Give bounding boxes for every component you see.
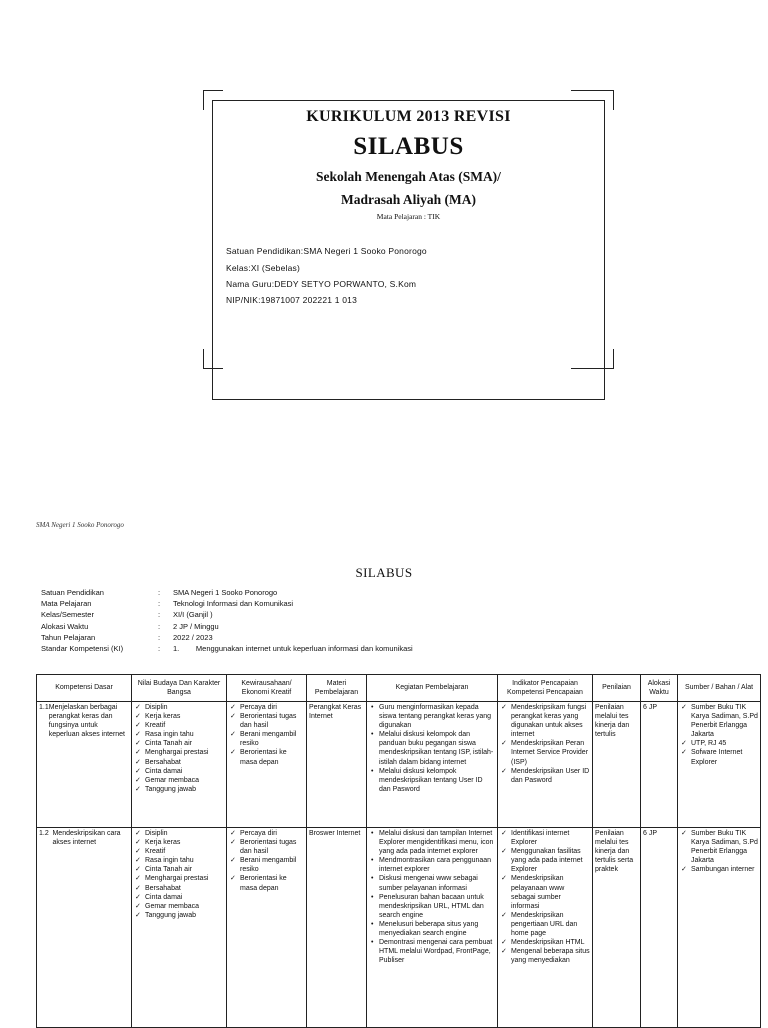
sumber-list: [680, 829, 758, 874]
nilai-cell: [132, 702, 227, 828]
kegiatan-cell: [367, 702, 498, 828]
list-item: ✓ Kreatif: [145, 847, 224, 856]
corner-bottom-left: [203, 349, 223, 369]
col-header: Kompetensi Dasar: [37, 675, 132, 702]
info-value: SMA Negeri 1 Sooko Ponorogo: [173, 588, 278, 597]
penilaian-text: Penilaian melalui tes kinerja dan tertulis serta praktek: [595, 830, 634, 874]
kegiatan-cell: [367, 828, 498, 1028]
list-item: ✓ Berorientasi ke masa depan: [240, 748, 304, 766]
info-value: 1. Menggunakan internet untuk keperluan informasi dan komunikasi: [173, 643, 413, 653]
cover-heading: KURIKULUM 2013 REVISI: [306, 108, 511, 125]
kd-wrap: [39, 703, 129, 739]
cover-frame: [212, 100, 605, 400]
list-item: • Diskusi mengenai www sebagai sumber pelayanan informasi: [379, 874, 495, 892]
list-item: ✓ Cinta Tanah air: [145, 865, 224, 874]
kd-number: 1.1: [39, 704, 49, 711]
materi-text: Perangkat Keras Internet: [309, 704, 362, 721]
list-item: ✓ Berorientasi tugas dan hasil: [240, 838, 304, 856]
nilai-list: [134, 703, 224, 794]
list-item: ✓ Sumber Buku TIK Karya Sadiman, S.Pd Penerbit Erlangga Jakarta: [691, 829, 758, 865]
col-header: Indikator Pencapaian Kompetensi Pencapaian: [498, 675, 593, 702]
list-item: ✓ Kerja keras: [145, 838, 224, 847]
indikator-cell: [498, 702, 593, 828]
list-item: ✓ Rasa ingin tahu: [145, 856, 224, 865]
list-item: ✓ Menghargai prestasi: [145, 748, 224, 757]
kewirausahaan-list: [229, 829, 304, 893]
nilai-cell: [132, 828, 227, 1028]
list-item: ✓ Berani mengambil resiko: [240, 856, 304, 874]
list-item: ✓ Berorientasi tugas dan hasil: [240, 712, 304, 730]
list-item: ✓ Rasa ingin tahu: [145, 730, 224, 739]
info-value: XI/I (Ganjil ): [173, 610, 213, 620]
list-item: ✓ Mendeskripsikan pengertiaan URL dan home page: [511, 911, 590, 938]
list-item: ✓ Sofware Internet Explorer: [691, 748, 758, 766]
list-item: ✓ Mendeskripsikan Peran Internet Service Provider (ISP): [511, 739, 590, 766]
cover-school: Satuan Pendidikan:SMA Negeri 1 Sooko Ponorogo: [226, 246, 427, 256]
sumber-list: [680, 703, 758, 767]
sumber-cell: [678, 828, 761, 1028]
kd-text: Mendeskripsikan cara akses internet: [52, 830, 121, 847]
kd-text: Menjelaskan berbagai perangkat keras dan fungsinya untuk keperluan akses internet: [48, 704, 126, 739]
col-header: Nilai Budaya Dan Karakter Bangsa: [132, 675, 227, 702]
list-item: ✓ Mendeskripsikam fungsi perangkat keras yang digunakan untuk akses internet: [511, 703, 590, 739]
materi-text: Broswer Internet: [309, 830, 361, 837]
materi-cell: [307, 702, 367, 828]
list-item: • Melalui diskusi kelompok mendeskripsikan tentang User ID dan Pasword: [379, 767, 495, 794]
kd-wrap: [39, 829, 129, 847]
info-value: Teknologi Informasi dan Komunikasi: [173, 599, 294, 609]
corner-top-left: [203, 90, 223, 110]
info-colon: :: [158, 621, 161, 631]
list-item: ✓ Gemar membaca: [145, 776, 224, 785]
list-item: ✓ Mendeskripsikan HTML: [511, 938, 590, 947]
col-header: Materi Pembelajaran: [307, 675, 367, 702]
list-item: ✓ Kreatif: [145, 721, 224, 730]
table-row: [37, 702, 761, 828]
list-item: ✓ Disiplin: [145, 829, 224, 838]
list-item: • Melalui diskusi kelompok dan panduan buku pegangan siswa mendeskripsikan tentang ISP, istilah-istilah dalam bidang internet: [379, 730, 495, 766]
info-value: 2022 / 2023: [173, 632, 213, 642]
page-title: SILABUS: [355, 565, 413, 580]
cover-class: Kelas:XI (Sebelas): [226, 263, 300, 273]
list-item: ✓ Berorientasi ke masa depan: [240, 874, 304, 892]
list-item: • Mendmontrasikan cara penggunaan internet explorer: [379, 856, 495, 874]
info-label: Mata Pelajaran: [41, 599, 92, 609]
kd-cell: [37, 828, 132, 1028]
cover-subject: Mata Pelajaran : TIK: [376, 212, 441, 221]
corner-top-right: [571, 90, 614, 110]
info-row: [41, 587, 413, 598]
info-block: [41, 587, 413, 654]
list-item: ✓ Mendeskripsikan pelayanaan www sebagai sumber informasi: [511, 874, 590, 910]
list-item: ✓ Cinta damai: [145, 767, 224, 776]
info-row: [41, 609, 413, 620]
list-item: ✓ Cinta damai: [145, 893, 224, 902]
materi-cell: [307, 828, 367, 1028]
info-row: [41, 632, 413, 643]
indikator-list: [500, 829, 590, 965]
list-item: ✓ Tanggung jawab: [145, 785, 224, 794]
penilaian-text: Penilaian melalui tes kinerja dan tertulis: [595, 704, 630, 739]
list-item: ✓ Sambungan interner: [691, 865, 758, 874]
cover-teacher: Nama Guru:DEDY SETYO PORWANTO, S.Kom: [226, 279, 417, 289]
corner-bottom-right: [571, 349, 614, 369]
penilaian-cell: [593, 702, 641, 828]
info-value: 2 JP / Minggu: [173, 621, 219, 631]
col-header: Penilaian: [593, 675, 641, 702]
list-item: ✓ Bersahabat: [145, 884, 224, 893]
cover-title: SILABUS: [353, 133, 464, 160]
list-item: ✓ Menggunakan fasilitas yang ada pada internet Explorer: [511, 847, 590, 874]
alokasi-cell: [641, 828, 678, 1028]
info-label: Alokasi Waktu: [41, 621, 89, 631]
info-row: [41, 598, 413, 609]
list-item: • Demontrasi mengenai cara pembuat HTML melalui Wordpad, FrontPage, Publiser: [379, 938, 495, 965]
kewirausahaan-list: [229, 703, 304, 767]
info-label: Satuan Pendidikan: [41, 588, 104, 597]
info-label: Kelas/Semester: [41, 610, 94, 620]
list-item: • Guru menginformasikan kepada siswa tentang perangkat keras yang digunakan: [379, 703, 495, 730]
list-item: ✓ Percaya diri: [240, 829, 304, 838]
list-item: ✓ Bersahabat: [145, 758, 224, 767]
col-header: Alokasi Waktu: [641, 675, 678, 702]
list-item: ✓ Percaya diri: [240, 703, 304, 712]
info-label: Standar Kompetensi (KI): [41, 643, 124, 653]
info-colon: :: [158, 599, 161, 609]
alokasi-cell: [641, 702, 678, 828]
col-header: Sumber / Bahan / Alat: [678, 675, 761, 702]
list-item: ✓ Menghargai prestasi: [145, 874, 224, 883]
info-colon: :: [158, 643, 161, 653]
kd-number: 1.2: [39, 830, 49, 837]
list-item: ✓ Tanggung jawab: [145, 911, 224, 920]
kegiatan-list: [369, 829, 495, 965]
list-item: ✓ Berani mengambil resiko: [240, 730, 304, 748]
list-item: ✓ UTP, RJ 45: [691, 739, 758, 748]
info-colon: :: [158, 610, 161, 620]
alokasi-text: 6 JP: [643, 704, 658, 711]
list-item: ✓ Mendeskripsikan User ID dan Pasword: [511, 767, 590, 785]
col-header: Kegiatan Pembelajaran: [367, 675, 498, 702]
syllabus-table: [36, 674, 761, 1028]
cover-subtitle-2: Madrasah Aliyah (MA): [341, 192, 476, 207]
list-item: • Penelusuran bahan bacaan untuk mendeskripsikan URL, HTML dan search engine: [379, 893, 495, 920]
kd-cell: [37, 702, 132, 828]
list-item: ✓ Disiplin: [145, 703, 224, 712]
list-item: • Melalui diskusi dan tampilan Internet Explorer mengidentifikasi menu, icon yang ada pada internet explorer: [379, 829, 495, 856]
info-label: Tahun Pelajaran: [41, 632, 96, 642]
list-item: ✓ Sumber Buku TIK Karya Sadiman, S.Pd Penerbit Erlangga Jakarta: [691, 703, 758, 739]
penilaian-cell: [593, 828, 641, 1028]
alokasi-text: 6 JP: [643, 830, 658, 837]
kegiatan-list: [369, 703, 495, 794]
nilai-list: [134, 829, 224, 920]
list-item: ✓ Gemar membaca: [145, 902, 224, 911]
kewirausahaan-cell: [227, 828, 307, 1028]
table-header-row: [37, 675, 761, 702]
info-row: [41, 643, 413, 654]
info-colon: :: [158, 632, 161, 642]
list-item: ✓ Identifikasi internet Explorer: [511, 829, 590, 847]
list-item: ✓ Cinta Tanah air: [145, 739, 224, 748]
table-row: [37, 828, 761, 1028]
indikator-cell: [498, 828, 593, 1028]
info-colon: :: [158, 588, 161, 597]
sumber-cell: [678, 702, 761, 828]
kewirausahaan-cell: [227, 702, 307, 828]
header-caption: SMA Negeri 1 Sooko Ponorogo: [36, 521, 124, 529]
indikator-list: [500, 703, 590, 785]
col-header: Kewirausahaan/ Ekonomi Kreatif: [227, 675, 307, 702]
cover-nip: NIP/NIK:19871007 202221 1 013: [226, 295, 358, 305]
cover-subtitle-1: Sekolah Menengah Atas (SMA)/: [316, 169, 501, 184]
list-item: • Menelusuri beberapa situs yang menyediakan search engine: [379, 920, 495, 938]
list-item: ✓ Mengenal beberapa situs yang menyediakan: [511, 947, 590, 965]
list-item: ✓ Kerja keras: [145, 712, 224, 721]
info-row: [41, 621, 413, 632]
